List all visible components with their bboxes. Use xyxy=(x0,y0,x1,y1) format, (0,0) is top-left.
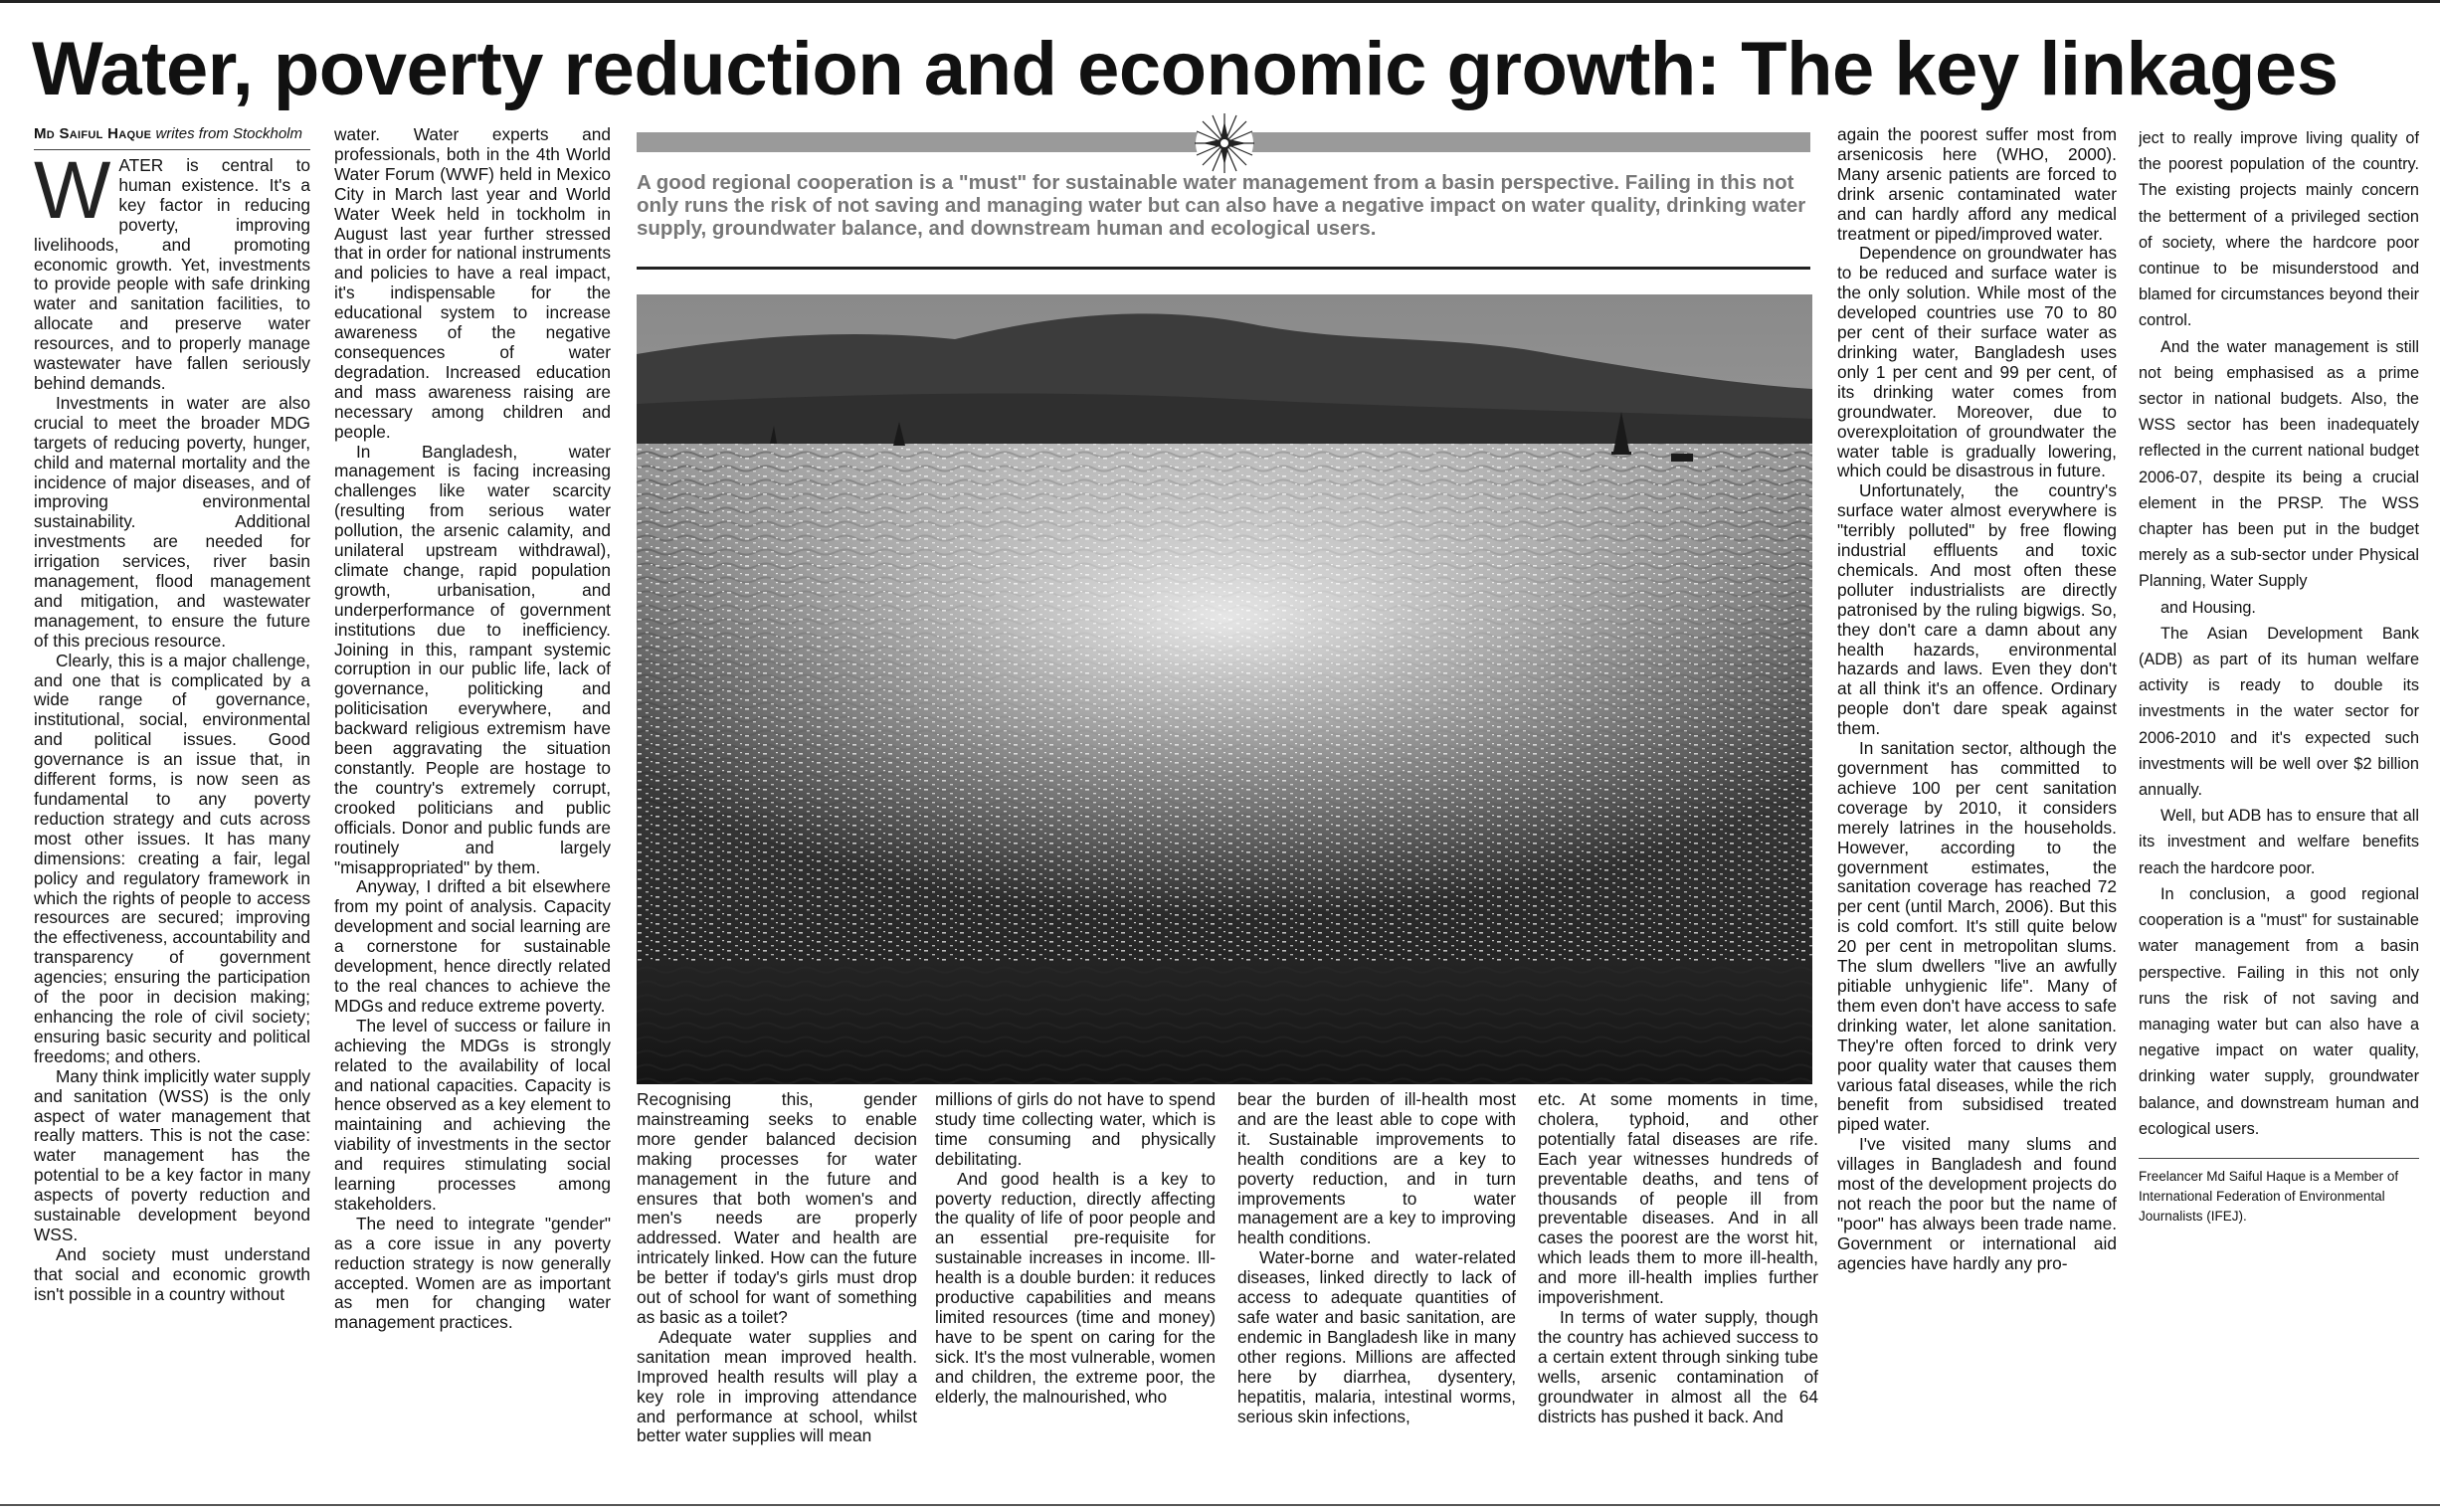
paragraph: Dependence on groundwater has to be reduced and surface water is the only solution. While most of the developed countries use 70 to 80 per cent of their surface water as drinking water, Bangladesh uses only 1 per cent and 99 per cent, of its drinking water comes from groundwater. Moreover, due to overexploitation of groundwater the water table is gradually lowering, which could be disastrous in future. xyxy=(1837,243,2117,481)
bottom-rule xyxy=(0,1504,2440,1506)
paragraph: Clearly, this is a major challenge, and one that is complicated by a wide range of governance, institutional, social, environmental and political issues. Good governance is an issue that, in different forms, is now seen as fundamental to any poverty reduction strategy and cuts across most other issues. It has many dimensions: creating a fair, legal policy and regulatory framework in which the rights of people to access resources are secured; improving the effectiveness, accountability and transparency of government agencies; ensuring the participation of the poor in decision making; enhancing the role of civil society; ensuring basic security and political freedoms; and others. xyxy=(34,650,310,1066)
lake-with-sailboats-photo xyxy=(637,294,1812,1084)
paragraph: Adequate water supplies and sanitation mean improved health. Improved health results will play a key role in improving attendance and performance at school, whilst better water supplies will mean xyxy=(637,1326,917,1446)
paragraph: In Bangladesh, water management is facing increasing challenges like water scarcity (resulting from serious water pollution, the arsenic calamity, and unilateral upstream withdrawal), climate change, rapid population growth, urbanisation, and underperformance of government institutions due to inefficiency. Joining in this, rampant systemic corruption in our public life, lack of governance, politicking and politicisation everywhere, and backward religious extremism have been aggravating the situation constantly. People are hostage to the country's extremely corrupt, crooked politicians and public officials. Donor and public funds are routinely and largely "misappropriated" by them. xyxy=(334,441,611,877)
divider xyxy=(637,267,1810,270)
paragraph: In sanitation sector, although the government has committed to achieve 100 per cent sanitation coverage by 2010, it considers merely latrines in the households. However, according to the government estimates, the sanitation coverage has reached 72 per cent (until March, 2006). But this is cold comfort. It's still quite below 20 per cent in metropolitan slums. The slum dwellers "live an awfully pitiable unhygienic life". Many of them even don't have access to safe drinking water, let alone sanitation. They're often forced to drink very poor quality water that causes them various fatal diseases, while the rich benefit from subsidised treated piped water. xyxy=(1837,738,2117,1135)
paragraph: WATER is central to human existence. It's a key factor in reducing poverty, improving livelihoods, and promoting economic growth. Yet, investments to provide people with safe drinking water and sanitation facilities, to allocate and preserve water resources, and to properly manage wastewater have fallen seriously behind demands. xyxy=(34,145,310,393)
article-column-6 xyxy=(1538,1090,1818,1506)
paragraph: again the poorest suffer most from arsenicosis here (WHO, 2000). Many arsenic patients are forced to drink arsenic contaminated water and can hardly afford any medical treatment or piped/improved water. xyxy=(1837,125,2117,244)
paragraph: etc. At some moments in time, cholera, typhoid, and other potentially fatal diseases are rife. Each year witnesses hundreds of preventable deaths, and tens of thousands of people ill from preventable diseases. And in all cases the poorest are the worst hit, which leads them to more ill-health, and more ill-health implies further impoverishment. xyxy=(1538,1090,1818,1308)
paragraph: And good health is a key to poverty reduction, directly affecting the quality of life of poor people and an essential pre-requisite for sustainable increases in income. Ill-health is a double burden: it reduces productive capabilities and means limited resources (time and money) have to be spent on caring for the sick. It's the most vulnerable, women and children, the extreme poor, the elderly, the malnourished, who xyxy=(935,1168,1216,1407)
paragraph: The Asian Development Bank (ADB) as part of its human welfare activity is ready to double its investments in the water sector for 2006-2010 and it's expected such investments will be well over $2 billion annually. xyxy=(2139,624,2419,800)
paragraph: I've visited many slums and villages in Bangladesh and found most of the development projects do not reach the poor but the name of "poor" has always been trade name. Government or international aid agencies have hardly any pro- xyxy=(1837,1134,2117,1273)
paragraph: And society must understand that social and economic growth isn't possible in a country without xyxy=(34,1243,310,1304)
paragraph: Investments in water are also crucial to meet the broader MDG targets of reducing poverty, hunger, child and maternal mortality and the incidence of major diseases, and of improving environmental sustainability. Additional investments are needed for irrigation services, river basin management, flood management and mitigation, and wastewater management, to ensure the future of this precious resource. xyxy=(34,392,310,651)
author-footnote: Freelancer Md Saiful Haque is a Member of International Federation of Environmental Journalists (IFEJ). xyxy=(2139,1169,2399,1225)
article-column-4 xyxy=(935,1090,1216,1506)
pullquote: A good regional cooperation is a "must" for sustainable water management from a basin perspective. Failing in this not only runs the risk of not saving and managing water but can also have a negative impact on water quality, drinking water supply, groundwater balance, and downstream human and ecological users. xyxy=(637,171,1806,240)
paragraph: Many think implicitly water supply and sanitation (WSS) is the only aspect of water management that really matters. This is not the case: water management has the potential to be a key factor in many aspects of poverty reduction and sustainable development beyond WSS. xyxy=(34,1065,310,1244)
paragraph: water. Water experts and professionals, both in the 4th World Water Forum (WWF) held in Mexico City in March last year and World Water Week held in tockholm in August last year further stressed that in order for national instruments and policies to have a real impact, it's indispensable for the educational system to increase awareness of the negative consequences of water degradation. Increased education and mass awareness raising are necessary among children and people. xyxy=(334,125,611,442)
article-column-3 xyxy=(637,1090,917,1506)
paragraph: In terms of water supply, though the country has achieved success to a certain extent through sinking tube wells, arsenic contamination of groundwater in almost all the 64 districts has pushed it back. And xyxy=(1538,1306,1818,1426)
paragraph: Water-borne and water-related diseases, linked directly to lack of access to adequate quantities of safe water and basic sanitation, are endemic in Bangladesh like in many other regions. Millions are affected here by diarrhea, dysentery, hepatitis, malaria, intestinal worms, serious skin infections, xyxy=(1237,1247,1516,1426)
paragraph: bear the burden of ill-health most and are the least able to cope with it. Sustainable improvements to health conditions are a key to poverty reduction, and in turn improvements to water management are a key to improving health conditions. xyxy=(1237,1090,1516,1248)
footnote-divider xyxy=(2139,1158,2419,1160)
paragraph: The level of success or failure in achieving the MDGs is strongly related to the availability of local and national capacities. Capacity is hence observed as a key element to maintaining and achieving the viability of investments in the sector and requires stimulating social learning processes among stakeholders. xyxy=(334,1015,611,1214)
article-column-7 xyxy=(1837,125,2117,1504)
byline-location: writes from Stockholm xyxy=(155,125,302,142)
article-column-2 xyxy=(334,125,611,1498)
top-rule xyxy=(0,0,2440,3)
paragraph: millions of girls do not have to spend study time collecting water, which is time consuming and physically debilitating. xyxy=(935,1090,1216,1169)
article-column-5 xyxy=(1237,1090,1516,1506)
article-column-8 xyxy=(2139,125,2419,1504)
article-column-1 xyxy=(34,125,310,1498)
paragraph: The need to integrate "gender" as a core issue in any poverty reduction strategy is now generally accepted. Women are as important as men for changing water management practices. xyxy=(334,1213,611,1333)
paragraph: ject to really improve living quality of the poorest population of the country. The existing projects mainly concern the betterment of a privileged section of society, where the hardcore poor continue to be misunderstood and blamed for circumstances beyond their control. xyxy=(2139,129,2419,330)
paragraph: Anyway, I drifted a bit elsewhere from my point of analysis. Capacity development and social learning are a cornerstone for sustainable development, hence directly related to the real chances to achieve the MDGs and reduce extreme poverty. xyxy=(334,876,611,1016)
paragraph: And the water management is still not being emphasised as a prime sector in national budgets. Also, the WSS sector has been inadequately reflected in the current national budget 2006-07, despite its being a crucial element in the PRSP. The WSS chapter has been put in the budget merely as a sub-sector under Physical Planning, Water Supply xyxy=(2139,337,2419,591)
paragraph: In conclusion, a good regional cooperation is a "must" for sustainable water management from a basin perspective. Failing in this not only runs the risk of not saving and managing water but can also have a negative impact on water quality, drinking water supply, groundwater balance, and downstream human and ecological users. xyxy=(2139,884,2419,1138)
paragraph: Well, but ADB has to ensure that all its investment and welfare benefits reach the hardcore poor. xyxy=(2139,807,2419,877)
starburst-icon xyxy=(1193,111,1256,175)
paragraph: Recognising this, gender mainstreaming seeks to enable more gender balanced decision making processes for water management in the future and ensures that both women's and men's needs are properly addressed. Water and health are intricately linked. How can the future be better if today's girls must drop out of school for want of something as basic as a toilet? xyxy=(637,1090,917,1327)
paragraph: Unfortunately, the country's surface water almost everywhere is "terribly polluted" by free flowing industrial effluents and toxic chemicals. And most often these polluter industrialists are directly patronised by the ruling bigwigs. So, they don't care a damn about any health hazards, environmental hazards and laws. Even they don't at all think it's an offence. Ordinary people don't dare speak against them. xyxy=(1837,480,2117,739)
drop-cap: W xyxy=(34,145,111,236)
byline-author: Md Saiful Haque xyxy=(34,125,152,142)
headline: Water, poverty reduction and economic growth: The key linkages xyxy=(32,27,2339,111)
paragraph: and Housing. xyxy=(2160,598,2256,617)
